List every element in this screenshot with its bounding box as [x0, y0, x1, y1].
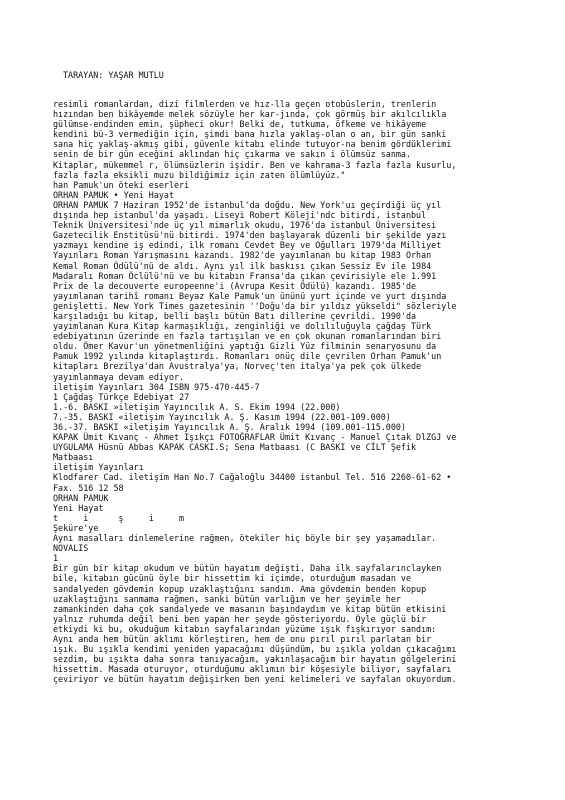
text-line: uzaklaştığını sanmama rağmen, sanki bütün varlığım ve her şeyimle her — [53, 593, 401, 604]
text-line: Yeni Hayat — [53, 502, 104, 513]
text-line: oldu. Ömer Kavur'un yönetmenliğini yaptığı Gizli Yüz filminin senaryosunu da — [53, 341, 437, 352]
text-line: 36.-37. BASKI «iletişim Yayıncılık A. Ş. Aralık 1994 (109.001-115.000) — [53, 422, 406, 432]
text-line: 1 Çağdaş Türkçe Edebiyat 27 — [53, 391, 190, 402]
text-line: Bir gün bir kitap okudum ve bütün hayatım değişti. Daha ilk sayfalarınclayken — [53, 563, 442, 574]
text-line: sana hiç yaklaş-akmış gibi, güvenle kitabı elinde tutuyor-na benim gördüklerimi — [53, 139, 452, 150]
text-line: Teknik Üniversitesi'nde üç yıl mimarlık okudu, 1976'da istanbul Üniversitesi — [53, 220, 437, 231]
text-line: resimli romanlardan, dizi filmlerden ve hız-lla geçen otobüslerin, trenlerin — [53, 99, 437, 109]
text-line: yayımlanan Kura Kitap karmaşıklığı, zenginliği ve dolılıluğuyla çağdaş Türk — [53, 321, 432, 332]
text-line: Madaralı Roman Öclülü'nü ve bu kitabın Fransa'da çıkan çevirisiyle ele 1.991 — [53, 270, 437, 281]
text-line: Fax. 516 12 58 — [53, 482, 124, 493]
text-line: 1.-6. BASKI »iletişim Yayıncılık A. S. Ekim 1994 (22.000) — [53, 401, 341, 412]
text-line: sezdim, bu ışıkta daha sonra tanıyacağım, yakınlaşacağım bir hayatın gölgelerini — [53, 654, 457, 665]
text-line: ORHAN PAMUK • Yeni Hayat — [53, 189, 175, 200]
text-line: Şeküre'ye — [53, 522, 99, 533]
text-line: gülümse-endinden emin, şüpheci okur! Belki de, tutkuma, öfkeme ve hikâyeme — [53, 119, 427, 130]
text-line: 1 — [53, 553, 59, 564]
text-line: çeviriyor ve bütün hayatım değişirken ben yeni kelimeleri ve sayfalan okuyordum. — [53, 674, 457, 685]
text-line: han Pamuk'un öteki eserleri — [53, 179, 190, 190]
text-line: yayımlanan tarihî romanı Beyaz Kale Pamuk'un ününü yurt içinde ve yurt dışında — [53, 290, 447, 301]
translator-credit: TARAYAN: YAŞAR MUTLU — [63, 70, 164, 80]
text-line: bile, kitabın gücünü öyle bir hissettim ki içimde, oturduğum masadan ve — [53, 573, 411, 584]
text-line: zamankinden daha çok sandalyede ve masanın başındaydım ve kitap bütün etkisini — [53, 603, 447, 614]
text-line: yazmayı kendine iş edindi, ilk romanı Cevdet Bey ve Oğulları 1979'da Milliyet — [53, 240, 442, 251]
text-line: hissettim. Masada oturuyor, oturduğumu aklımın bir köşesiyle biliyor, sayfaları — [53, 664, 452, 675]
text-line: Matbaası — [53, 452, 94, 463]
text-line: NOVALIS — [53, 543, 89, 554]
text-line: etkiydi ki bu, okuduğum kitabın sayfalarından yüzüme ışık fışkırıyor sandım: — [53, 623, 437, 634]
text-line: ışık. Bu ışıkla kendimi yeniden yapacağımı düşündüm, bu ışıkla yoldan çıkacağımı — [53, 644, 457, 655]
text-line: karşıladığı bu kitap, belli başlı bütün Batı dillerine çevrildi. 1990'da — [53, 310, 417, 321]
text-line: fazla fazla eksikli muzu bildiğimiz için zaten ölümlüyüz." — [53, 169, 346, 180]
document-body — [53, 99, 558, 684]
text-line: kitapları Brezilya'dan Avustralya'ya, Norveç'ten italya'ya pek çok ülkede — [53, 361, 422, 372]
text-line: ORHAN PAMUK 7 Haziran 1952'de istanbul'da doğdu. New York'uı geçirdiği üç yıl — [53, 199, 442, 210]
text-line: Prix de la decouverte europeenne'i (Avrupa Kesit Ödülü) kazandı. 1985'de — [53, 280, 417, 291]
text-line: iletişim Yayınları — [53, 462, 144, 473]
text-line: hızından ben bikâyemde melek sözüyle her kar-jında, çok görmüş bir akılcılıkla — [53, 109, 447, 120]
text-line: kendini bü-3 vermediğin için, şimdi bana hızla yaklaş-olan o an, bir gün sanki — [53, 129, 447, 140]
text-line: KAPAK Ümit Kıvanç - Ahmet Işıkçı FOTOĞRAFLAR Ümit Kıvanç - Manuel Çıtak DlZGJ ve — [53, 432, 457, 443]
text-line: Aynı masalları dinlemelerine rağmen, ötekiler hiç böyle bir şey yaşamadılar. — [53, 533, 437, 544]
text-line: Pamuk 1992 yılında kitaplaştırdı. Romanları onüç dile çevrilen Orhan Pamuk'un — [53, 351, 442, 362]
text-line: Gazetecilik Enstitüsü'nü bitirdi. 1974'den başlayarak düzenli bir şekilde yazı — [53, 230, 447, 241]
text-line: Kitaplar, mükemmel r, ölümsüzlerin işidir. Ben ve kahrama-3 fazla fazla kusurlu, — [53, 159, 457, 170]
text-line: UYGULAMA Hüsnü Abbas KAPAK CASKI.S; Sena Matbaası (C BASKI ve CİLT Şefik — [53, 442, 417, 453]
text-line: dışında hep istanbul'da yaşadı. Liseyi Robert Köleji'ndc bitirdi, istanbul — [53, 210, 427, 221]
text-line: edebiyatının üzerinde en fazla tartışılan ve en çok okunan romanlarından biri — [53, 331, 442, 342]
text-line: t i ş i m — [53, 512, 185, 523]
text-line: 7.-35. BASKI «iletişim Yayıncılık A. Ş. Kasım 1994 (22.001-109.000) — [53, 411, 391, 422]
text-line: yayımlanmaya devam ediyor. — [53, 371, 185, 382]
text-line: Yayınları Roman Yarışmasını kazandı. 1982'de yayımlanan bu kitap 1983 Orhan — [53, 250, 432, 261]
text-line: sandalyeden gövdemin kopup uzaklaştığını sandım. Ama gövdemin benden kopup — [53, 583, 427, 594]
text-line: iletişim Yayınları 304 ISBN 975-470-445-7 — [53, 381, 260, 392]
text-line: senin de bir gün eceğini aklından hiç çıkarma ve sakın i ölümsüz sanma. — [53, 149, 411, 160]
text-line: Kemal Roman Ödülü'nü de aldı. Aynı yıl ilk baskısı çıkan Sessiz Ev ile 1984 — [53, 260, 432, 271]
text-line: genişletti. New York Times gazetesinin ''Doğu'da bir yıldız yükseldi" sözleriyle — [53, 300, 457, 311]
text-line: yalnız ruhumda değil beni ben yapan her şeyde gösteriyordu. Öyle güçlü bir — [53, 613, 427, 624]
text-line: Klodfarer Cad. iletişim Han No.7 Cağaloğlu 34400 istanbul Tel. 516 2260-61-62 • — [53, 472, 452, 483]
text-line: ORHAN PAMUK — [53, 492, 109, 503]
text-line: Aynı anda hem bütün aklımı körleştiren, hem de onu pırıl pırıl parlatan bir — [53, 633, 432, 644]
